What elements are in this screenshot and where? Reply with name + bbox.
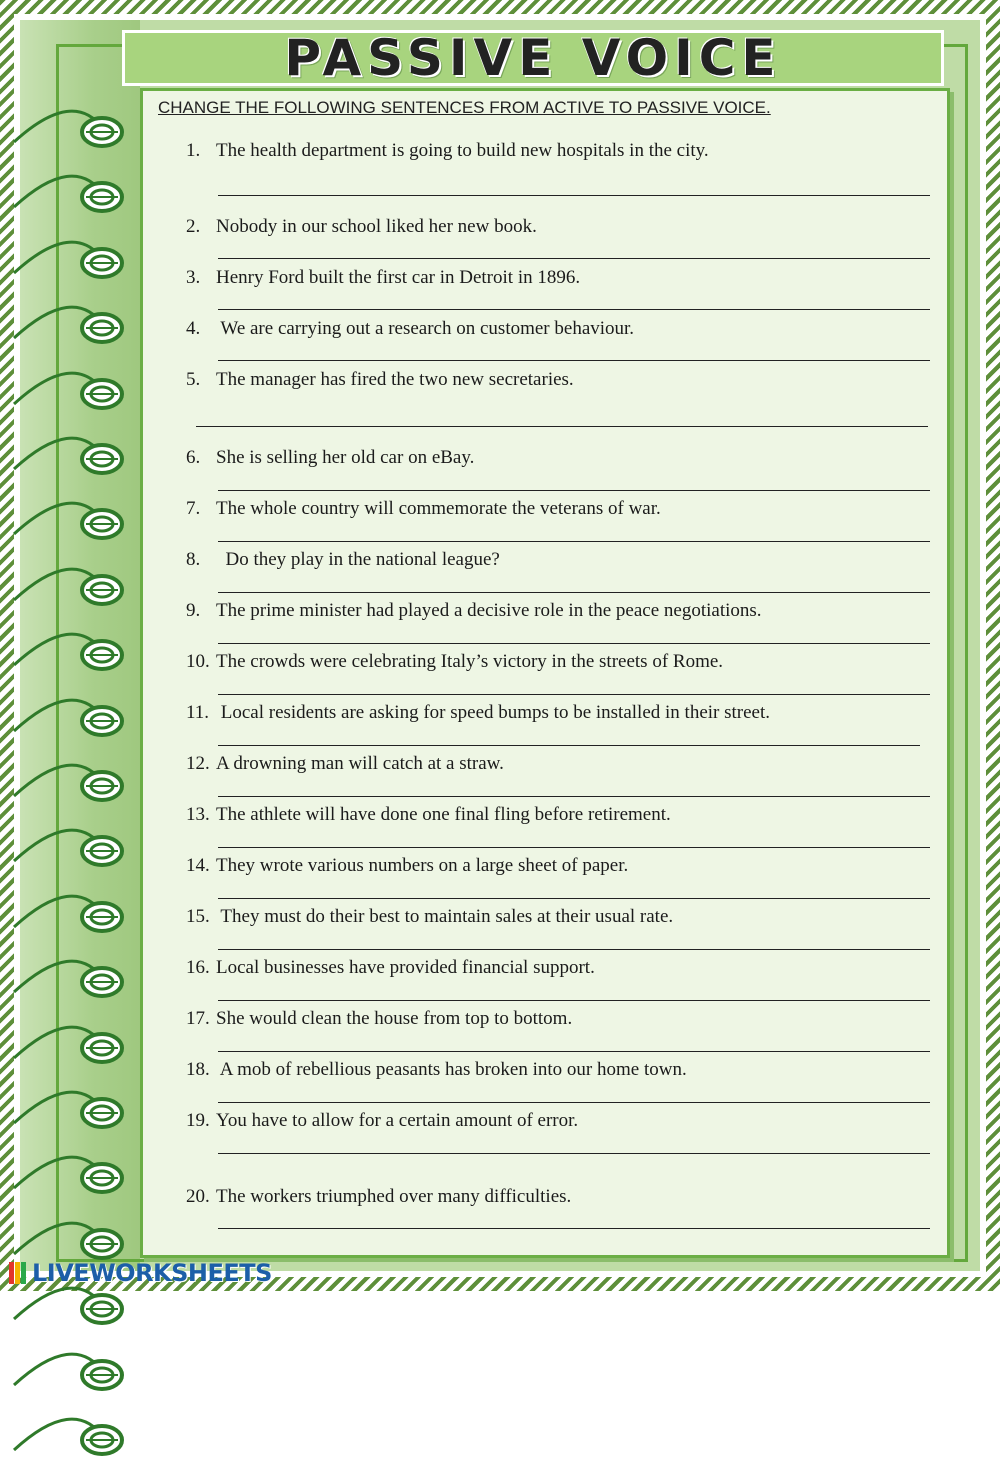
question-item bbox=[186, 753, 946, 775]
page-title: PASSIVE VOICE bbox=[284, 29, 782, 87]
question-text: Do they play in the national league? bbox=[216, 549, 500, 570]
question-item bbox=[186, 906, 946, 928]
question-text: Henry Ford built the first car in Detroit in 1896. bbox=[216, 267, 581, 288]
question-number: 19. bbox=[186, 1110, 210, 1131]
answer-line[interactable] bbox=[218, 360, 930, 361]
answer-line[interactable] bbox=[218, 541, 930, 542]
question-text: A drowning man will catch at a straw. bbox=[216, 753, 504, 774]
answer-line[interactable] bbox=[218, 898, 930, 899]
question-text: She is selling her old car on eBay. bbox=[216, 447, 475, 468]
question-number: 5. bbox=[186, 369, 201, 390]
answer-line[interactable] bbox=[218, 796, 930, 797]
spiral-ring-icon bbox=[74, 177, 130, 217]
liveworksheets-logo bbox=[8, 1258, 272, 1288]
question-text: Local residents are asking for speed bumps to be installed in their street. bbox=[216, 702, 771, 723]
question-number: 3. bbox=[186, 267, 201, 288]
question-number: 12. bbox=[186, 753, 210, 774]
question-number: 7. bbox=[186, 498, 201, 519]
question-item bbox=[186, 1110, 946, 1132]
question-item bbox=[186, 1059, 946, 1081]
question-text: They wrote various numbers on a large sheet of paper. bbox=[216, 855, 629, 876]
question-number: 20. bbox=[186, 1186, 210, 1207]
question-number: 15. bbox=[186, 906, 210, 927]
question-text: The workers triumphed over many difficulties. bbox=[216, 1186, 572, 1207]
question-text: The athlete will have done one final fling before retirement. bbox=[216, 804, 671, 825]
answer-line[interactable] bbox=[218, 694, 930, 695]
question-item bbox=[186, 369, 946, 391]
question-text: Local businesses have provided financial support. bbox=[216, 957, 595, 978]
answer-line[interactable] bbox=[218, 1228, 930, 1229]
question-text: She would clean the house from top to bottom. bbox=[216, 1008, 573, 1029]
answer-line[interactable] bbox=[218, 490, 930, 491]
logo-icon bbox=[8, 1260, 30, 1286]
question-number: 13. bbox=[186, 804, 210, 825]
question-text: The manager has fired the two new secretaries. bbox=[216, 369, 574, 390]
question-item bbox=[186, 1008, 946, 1030]
question-item bbox=[186, 855, 946, 877]
question-text: The crowds were celebrating Italy’s victory in the streets of Rome. bbox=[216, 651, 724, 672]
question-text: Nobody in our school liked her new book. bbox=[216, 216, 537, 237]
spiral-ring-icon bbox=[74, 439, 130, 479]
spiral-ring-icon bbox=[74, 766, 130, 806]
spiral-ring-icon bbox=[74, 112, 130, 152]
question-text: The health department is going to build new hospitals in the city. bbox=[216, 140, 709, 161]
question-number: 16. bbox=[186, 957, 210, 978]
answer-line[interactable] bbox=[218, 643, 930, 644]
spiral-ring-icon bbox=[74, 308, 130, 348]
question-item bbox=[186, 267, 946, 289]
answer-line[interactable] bbox=[218, 592, 930, 593]
worksheet-paper bbox=[140, 88, 950, 1258]
question-item bbox=[186, 318, 946, 340]
question-number: 2. bbox=[186, 216, 201, 237]
answer-line[interactable] bbox=[218, 1051, 930, 1052]
question-text: They must do their best to maintain sales at their usual rate. bbox=[216, 906, 674, 927]
question-item bbox=[186, 140, 946, 162]
spiral-ring-icon bbox=[74, 374, 130, 414]
question-number: 8. bbox=[186, 549, 201, 570]
spiral-ring-icon bbox=[74, 897, 130, 937]
question-item bbox=[186, 651, 946, 673]
answer-line[interactable] bbox=[218, 1102, 930, 1103]
question-item bbox=[186, 957, 946, 979]
question-text: You have to allow for a certain amount of error. bbox=[216, 1110, 579, 1131]
question-number: 1. bbox=[186, 140, 201, 161]
spiral-ring-icon bbox=[74, 831, 130, 871]
question-number: 10. bbox=[186, 651, 210, 672]
question-number: 6. bbox=[186, 447, 201, 468]
title-banner bbox=[122, 30, 944, 86]
answer-line[interactable] bbox=[218, 258, 930, 259]
spiral-ring-icon bbox=[74, 1028, 130, 1068]
spiral-ring-icon bbox=[74, 635, 130, 675]
spiral-ring-icon bbox=[74, 1355, 130, 1395]
logo-text: LIVEWORKSHEETS bbox=[32, 1259, 272, 1287]
answer-line[interactable] bbox=[218, 309, 930, 310]
spiral-ring-icon bbox=[74, 1289, 130, 1329]
spiral-ring-icon bbox=[74, 1158, 130, 1198]
question-number: 14. bbox=[186, 855, 210, 876]
question-item bbox=[186, 600, 946, 622]
answer-line[interactable] bbox=[218, 1153, 930, 1154]
question-item bbox=[186, 1186, 946, 1208]
question-text: The whole country will commemorate the veterans of war. bbox=[216, 498, 661, 519]
answer-line[interactable] bbox=[196, 426, 928, 427]
question-item bbox=[186, 549, 946, 571]
question-item bbox=[186, 216, 946, 238]
question-number: 18. bbox=[186, 1059, 210, 1080]
answer-line[interactable] bbox=[218, 745, 920, 746]
question-text: The prime minister had played a decisive role in the peace negotiations. bbox=[216, 600, 762, 621]
question-item bbox=[186, 498, 946, 520]
question-text: A mob of rebellious peasants has broken into our home town. bbox=[216, 1059, 687, 1080]
question-item bbox=[186, 447, 946, 469]
question-number: 9. bbox=[186, 600, 201, 621]
instruction-text: CHANGE THE FOLLOWING SENTENCES FROM ACTIVE TO PASSIVE VOICE. bbox=[158, 98, 771, 117]
question-number: 11. bbox=[186, 702, 210, 723]
question-text: We are carrying out a research on customer behaviour. bbox=[216, 318, 635, 339]
answer-line[interactable] bbox=[218, 847, 930, 848]
spiral-ring-icon bbox=[74, 504, 130, 544]
answer-line[interactable] bbox=[218, 195, 930, 196]
answer-line[interactable] bbox=[218, 949, 930, 950]
question-number: 17. bbox=[186, 1008, 210, 1029]
spiral-ring-icon bbox=[74, 243, 130, 283]
question-number: 4. bbox=[186, 318, 201, 339]
question-item bbox=[186, 804, 946, 826]
spiral-ring-icon bbox=[74, 1093, 130, 1133]
spiral-ring-icon bbox=[74, 570, 130, 610]
answer-line[interactable] bbox=[218, 1000, 930, 1001]
spiral-ring-icon bbox=[74, 962, 130, 1002]
spiral-ring-icon bbox=[74, 1420, 130, 1460]
spiral-ring-icon bbox=[74, 701, 130, 741]
question-item bbox=[186, 702, 946, 724]
